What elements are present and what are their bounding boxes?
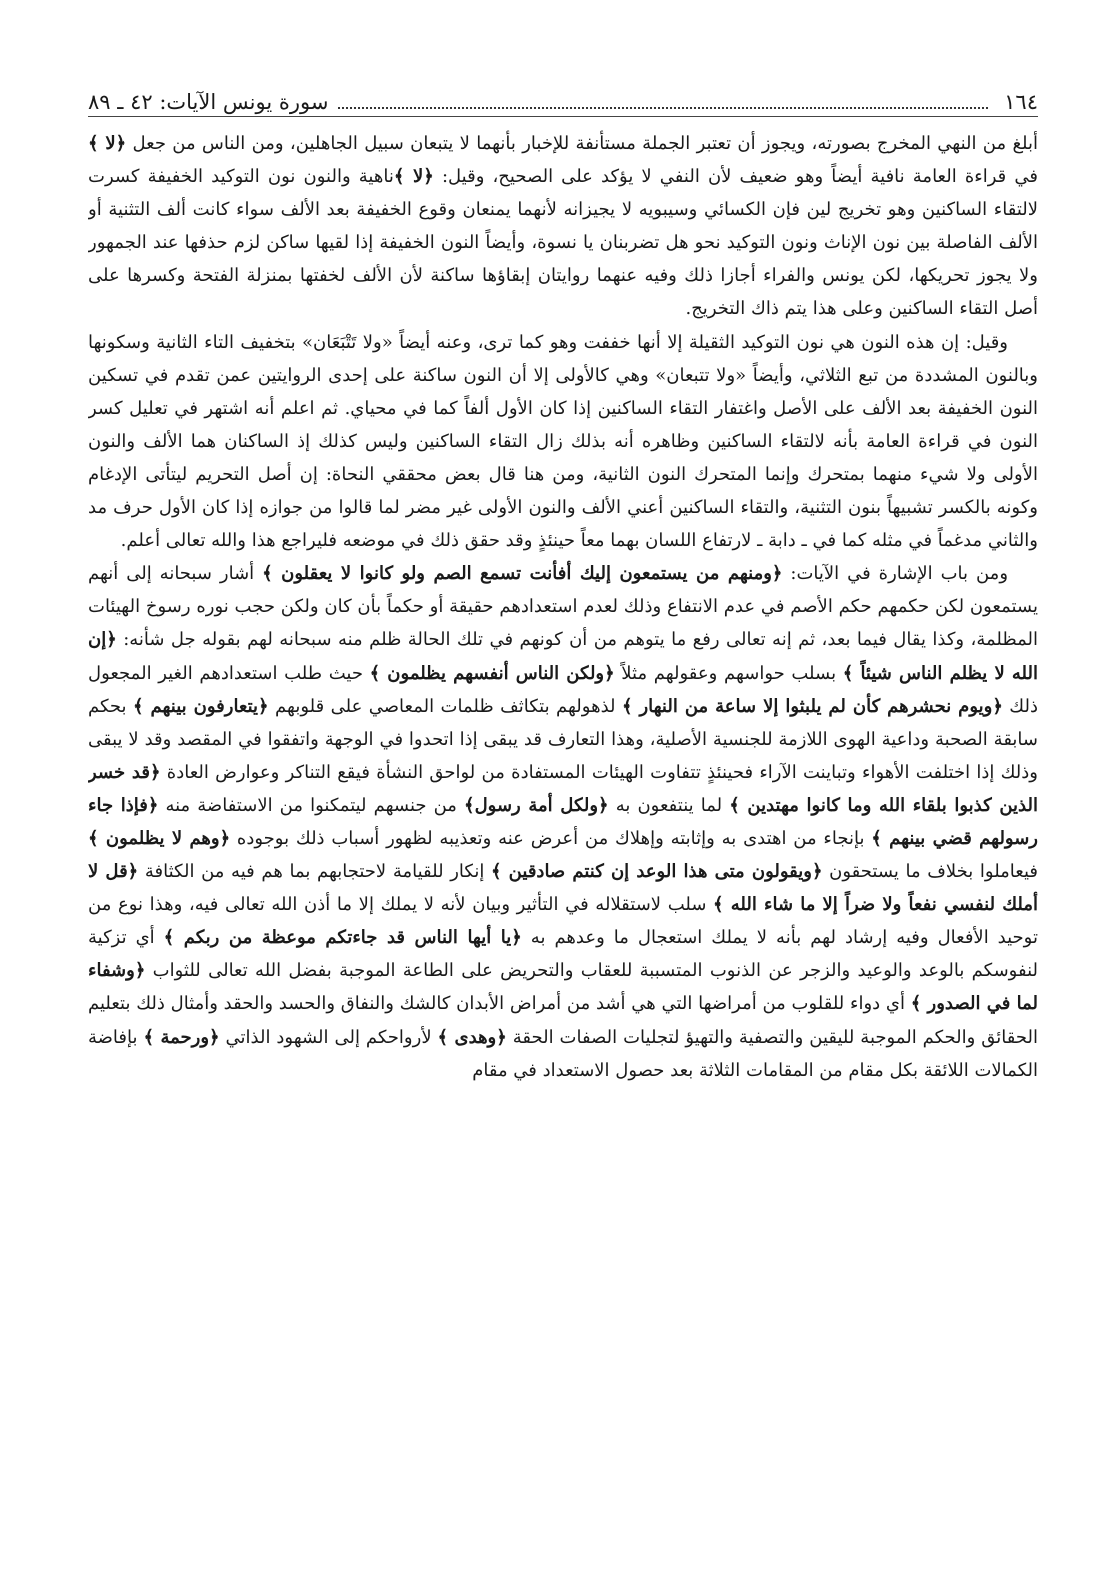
text-run: فيعاملوا بخلاف ما يستحقون	[822, 861, 1038, 883]
quran-quote: ﴿ولكن الناس أنفسهم يظلمون ﴾	[369, 662, 615, 684]
text-run: أي تزكية لنفوسكم بالوعد والوعيد والزجر عن الذنوب المتسببة للعقاب والتحريض على الطاعة الموجبة بفضل الله تعالى للثواب	[88, 927, 1038, 982]
text-run: بإنجاء من اهتدى به وإثابته وإهلاك من أعرض عنه وتعذيبه لظهور أسباب ذلك بوجوده	[230, 827, 872, 849]
text-run: بحكم سابقة الصحبة وداعية الهوى اللازمة للجنسية الأصلية، وهذا التعارف قد يبقى إذا اتحدوا في الوجهة واتفقوا في المقصد وقد لا يبقى وذلك إذا اختلفت الأهواء وتباينت الآراء فحينئذٍ تتفاوت الهيئات المستفادة من لواحق النشأة فيقع التناكر وعوارض العادة	[88, 695, 1038, 783]
quran-quote: ﴿ومنهم من يستمعون إليك أفأنت تسمع الصم ولو كانوا لا يعقلون ﴾	[262, 563, 783, 585]
text-run: بسلب حواسهم وعقولهم مثلاً	[614, 662, 843, 684]
quran-quote: ﴿يتعارفون بينهم ﴾	[132, 695, 269, 717]
text-run: لأرواحكم إلى الشهود الذاتي	[219, 1026, 438, 1048]
quran-quote: ﴿ورحمة ﴾	[143, 1026, 220, 1048]
paragraph	[88, 557, 1038, 1087]
running-header	[88, 78, 1038, 117]
text-run: لما ينتفعون به	[608, 794, 730, 816]
body-text	[88, 127, 1038, 1087]
text-run: ناهية والنون نون التوكيد الخفيفة كسرت لالتقاء الساكنين وهو تخريج لين فإن الكسائي وسيبويه لا يجيزانه لأنهما يمنعان وقوع الخفيفة بعد الألف سواء كانت ألف التثنية أو الألف الفاصلة بين نون الإناث ونون التوكيد نحو هل تضربنان يا نسوة، وأيضاً النون الخفيفة إذا لقيها ساكن لزم حذفها عند الجمهور ولا يجوز تحريكها، لكن يونس والفراء أجازا ذلك وفيه عنهما روايتان إبقاؤها ساكنة لأن الألف لخفتها بمنزلة الفتحة وكسرها على أصل التقاء الساكنين وعلى هذا يتم ذاك التخريج.	[88, 166, 1038, 320]
text-run: إنكار للقيامة لاحتجابهم بما هم فيه من الكثافة	[138, 861, 491, 883]
text-run: حيث طلب استعدادهم الغير المجعول ذلك	[88, 662, 1038, 717]
page-number: ١٦٤	[1004, 90, 1038, 114]
text-run: وقيل: إن هذه النون هي نون التوكيد الثقيلة إلا أنها خففت وهو كما ترى، وعنه أيضاً «ولا تَتْبَعَان» بتخفيف التاء الثانية وسكونها وبالنون المشددة من تبع الثلاثي، وأيضاً «ولا تتبعان» وهي كالأولى إلا أن النون ساكنة على إحدى الروايتين عمن تقدم في تسكين النون الخفيفة بعد الألف على الأصل واغتفار التقاء الساكنين إذا كان الأول ألفاً كما في محياي. ثم اعلم أنه اشتهر في تعليل كسر النون في قراءة العامة بأنه لالتقاء الساكنين وظاهره أنه بذلك زال التقاء الساكنين وليس كذلك إذ الساكنان هما الألف والنون الأولى ولا شيء منهما بمتحرك وإنما المتحرك النون الثانية، ومن هنا قال بعض محققي النحاة: إن أصل التحريم ليتأتى الإدغام وكونه بالكسر تشبيهاً بنون التثنية، والتقاء الساكنين أعني الألف والنون الأولى غير مضر لما قالوا من جوازه إذا كان الأول حرف مد والثاني مدغماً في مثله كما في ـ دابة ـ لارتفاع اللسان بهما معاً حينئذٍ وقد حقق ذلك في موضعه فليراجع هذا والله تعالى أعلم.	[88, 331, 1038, 552]
chapter-title: سورة يونس الآيات: ٤٢ ـ ٨٩	[88, 90, 329, 114]
quran-quote: ﴿ويقولون متى هذا الوعد إن كنتم صادقين ﴾	[490, 861, 823, 883]
text-run: لذهولهم بتكاثف ظلمات المعاصي على قلوبهم	[268, 695, 622, 717]
quran-quote: ﴿قل لا أملك لنفسي نفعاً ولا ضراً إلا ما شاء الله ﴾	[88, 861, 1038, 916]
page	[88, 78, 1038, 1558]
quran-quote: ﴿إن الله لا يظلم الناس شيئاً ﴾	[88, 629, 1038, 684]
quran-quote: ﴿ويوم نحشرهم كأن لم يلبثوا إلا ساعة من النهار ﴾	[621, 695, 1003, 717]
text-run: ومن باب الإشارة في الآيات:	[782, 563, 1009, 585]
quran-quote: ﴿يا أيها الناس قد جاءتكم موعظة من ربكم ﴾	[163, 927, 522, 949]
quran-quote: ﴿فإذا جاء رسولهم قضي بينهم ﴾	[88, 794, 1038, 849]
quran-quote: ﴿قد خسر الذين كذبوا بلقاء الله وما كانوا مهتدين ﴾	[88, 761, 1038, 816]
text-run: بإفاضة الكمالات اللائقة بكل مقام من المقامات الثلاثة بعد حصول الاستعداد في مقام	[88, 1026, 1038, 1081]
quran-quote: ﴿وشفاء لما في الصدور ﴾	[88, 960, 1038, 1015]
quran-quote: ﴿لا ﴾	[393, 166, 434, 188]
quran-quote: ﴿وهم لا يظلمون ﴾	[88, 827, 231, 849]
quran-quote: ﴿ولكل أمة رسول﴾	[464, 794, 609, 816]
text-run: في قراءة العامة نافية أيضاً وهو ضعيف لأن النفي لا يؤكد على الصحيح، وقيل:	[433, 166, 1038, 188]
quran-quote: ﴿وهدى ﴾	[437, 1026, 507, 1048]
text-run: أشار سبحانه إلى أنهم يستمعون لكن حكمهم حكم الأصم في عدم الانتفاع وذلك لعدم استعدادهم حقيقة أو حكماً بأن كان ولكن حجب نوره رسوخ الهيئات المظلمة، وكذا يقال فيما بعد، ثم إنه تعالى رفع ما يتوهم من أن كونهم في تلك الحالة ظلم منه سبحانه لهم بقوله جل شأنه:	[88, 563, 1038, 651]
text-run: سلب لاستقلاله في التأثير وبيان لأنه لا يملك إلا ما أذن الله تعالى فيه، وهذا نوع من توحيد الأفعال وفيه إرشاد لهم بأنه لا يملك استعجال ما وعدهم به	[88, 894, 1038, 949]
paragraph	[88, 127, 1038, 326]
text-run: أي دواء للقلوب من أمراضها التي هي أشد من أمراض الأبدان كالشك والنفاق والحسد والحقد وأمثال ذلك بتعليم الحقائق والحكم الموجبة لليقين والتصفية والتهيؤ لتجليات الصفات الحقة	[88, 993, 1038, 1048]
text-run: من جنسهم ليتمكنوا من الاستفاضة منه	[158, 794, 465, 816]
quran-quote: ﴿لا ﴾	[88, 133, 127, 154]
dotted-leader	[338, 106, 988, 109]
text-run: أبلغ من النهي المخرج بصورته، ويجوز أن تعتبر الجملة مستأنفة للإخبار بأنهما لا يتبعان سبيل الجاهلين، ومن الناس من جعل	[126, 133, 1038, 154]
paragraph	[88, 326, 1038, 558]
